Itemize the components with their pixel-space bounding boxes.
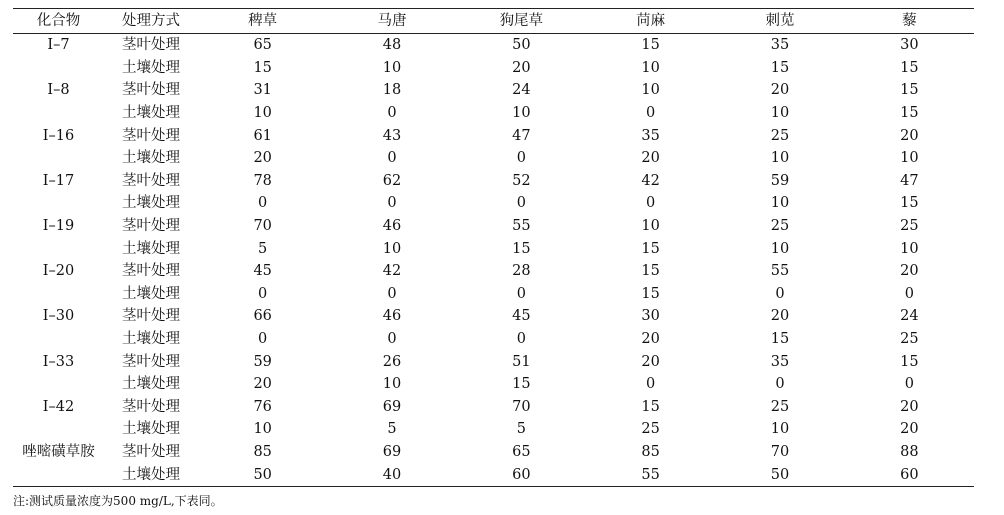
table-row <box>13 237 974 260</box>
cell-weed-6: 0 <box>904 285 914 302</box>
cell-weed-5: 10 <box>770 195 790 212</box>
cell-weed-5: 15 <box>770 331 790 348</box>
table-row <box>13 192 974 215</box>
herbicidal-activity-table <box>13 8 974 487</box>
cell-weed-5: 15 <box>770 59 790 76</box>
cell-weed-6: 15 <box>900 195 919 212</box>
cell-weed-3: 0 <box>516 331 526 348</box>
cell-compound: I–7 <box>47 37 70 54</box>
cell-weed-1: 31 <box>253 82 272 99</box>
table-row <box>13 328 974 351</box>
cell-treatment-method: 土壤处理 <box>122 421 180 438</box>
cell-weed-1: 65 <box>253 37 272 54</box>
cell-weed-4: 25 <box>641 421 660 438</box>
cell-weed-4: 20 <box>641 331 660 348</box>
cell-weed-4: 15 <box>641 285 660 302</box>
cell-treatment-method: 茎叶处理 <box>122 127 180 144</box>
cell-weed-2: 62 <box>382 172 402 189</box>
cell-treatment-method: 茎叶处理 <box>122 172 180 189</box>
cell-weed-1: 70 <box>253 218 272 235</box>
cell-weed-2: 46 <box>382 218 402 235</box>
cell-weed-2: 10 <box>382 376 402 393</box>
cell-weed-2: 10 <box>382 59 402 76</box>
cell-weed-5: 10 <box>770 105 790 122</box>
cell-compound: I–30 <box>42 308 75 325</box>
table-row <box>13 79 974 102</box>
cell-weed-5: 35 <box>770 37 790 54</box>
cell-treatment-method: 土壤处理 <box>122 150 180 167</box>
cell-weed-4: 20 <box>641 353 660 370</box>
cell-weed-6: 30 <box>900 37 919 54</box>
cell-weed-1: 76 <box>253 398 272 415</box>
cell-weed-1: 45 <box>253 263 272 280</box>
table-row <box>13 463 974 486</box>
header-weed-3: 狗尾草 <box>457 9 586 34</box>
cell-treatment-method: 土壤处理 <box>122 59 180 76</box>
cell-weed-4: 10 <box>641 218 660 235</box>
cell-treatment-method: 土壤处理 <box>104 463 198 486</box>
cell-weed-5: 0 <box>775 376 785 393</box>
header-weed-6: 藜 <box>845 9 974 34</box>
cell-weed-1: 5 <box>258 240 268 257</box>
cell-weed-4: 0 <box>646 105 656 122</box>
cell-weed-1: 20 <box>253 376 272 393</box>
cell-weed-6: 60 <box>845 463 974 486</box>
table-row <box>13 350 974 373</box>
cell-weed-1: 85 <box>253 443 272 460</box>
cell-treatment-method: 土壤处理 <box>122 195 180 212</box>
cell-weed-4: 35 <box>641 127 660 144</box>
header-weed-5: 刺苋 <box>715 9 844 34</box>
cell-treatment-method: 土壤处理 <box>122 331 180 348</box>
cell-treatment-method: 土壤处理 <box>122 240 180 257</box>
table-row <box>13 396 974 419</box>
cell-weed-5: 25 <box>770 218 790 235</box>
cell-treatment-method: 茎叶处理 <box>122 308 180 325</box>
cell-weed-4: 15 <box>641 37 660 54</box>
cell-weed-4: 15 <box>641 240 660 257</box>
cell-weed-5: 35 <box>770 353 790 370</box>
cell-weed-3: 47 <box>512 127 531 144</box>
cell-weed-1: 78 <box>253 172 272 189</box>
cell-weed-4: 0 <box>646 376 656 393</box>
table-row <box>13 124 974 147</box>
cell-weed-2: 0 <box>387 331 397 348</box>
table-row <box>13 373 974 396</box>
header-weed-2: 马唐 <box>327 9 456 34</box>
cell-compound: I–19 <box>42 218 75 235</box>
cell-weed-4: 0 <box>646 195 656 212</box>
cell-compound <box>13 102 104 125</box>
cell-weed-1: 59 <box>253 353 272 370</box>
table-row <box>13 170 974 193</box>
table-row <box>13 441 974 464</box>
cell-treatment-method: 茎叶处理 <box>122 263 180 280</box>
cell-weed-6: 20 <box>900 127 919 144</box>
cell-weed-5: 0 <box>775 285 785 302</box>
cell-weed-6: 20 <box>900 421 919 438</box>
cell-weed-6: 20 <box>900 398 919 415</box>
cell-weed-3: 15 <box>512 376 531 393</box>
cell-weed-1: 0 <box>258 331 268 348</box>
cell-weed-4: 10 <box>641 82 660 99</box>
cell-compound: I–42 <box>42 398 75 415</box>
cell-weed-2: 26 <box>382 353 402 370</box>
cell-weed-4: 15 <box>641 398 660 415</box>
cell-weed-2: 42 <box>382 263 402 280</box>
cell-weed-3: 51 <box>512 353 531 370</box>
cell-weed-3: 50 <box>512 37 531 54</box>
cell-weed-3: 52 <box>512 172 531 189</box>
cell-compound <box>13 237 104 260</box>
cell-treatment-method: 土壤处理 <box>122 376 180 393</box>
cell-weed-3: 55 <box>512 218 531 235</box>
cell-weed-2: 18 <box>382 82 402 99</box>
cell-weed-6: 15 <box>900 82 919 99</box>
cell-weed-5: 59 <box>770 172 790 189</box>
cell-weed-6: 25 <box>900 218 919 235</box>
table-row <box>13 34 974 57</box>
cell-weed-4: 55 <box>586 463 715 486</box>
table-row <box>13 260 974 283</box>
cell-weed-2: 69 <box>382 443 402 460</box>
cell-weed-6: 10 <box>900 240 919 257</box>
cell-weed-2: 0 <box>387 285 397 302</box>
cell-weed-3: 0 <box>516 195 526 212</box>
cell-weed-5: 10 <box>770 150 790 167</box>
table-row <box>13 305 974 328</box>
cell-weed-6: 20 <box>900 263 919 280</box>
cell-weed-2: 0 <box>387 105 397 122</box>
cell-weed-4: 30 <box>641 308 660 325</box>
cell-weed-4: 20 <box>641 150 660 167</box>
cell-treatment-method: 茎叶处理 <box>122 218 180 235</box>
cell-compound: I–17 <box>42 172 75 189</box>
cell-weed-5: 20 <box>770 82 790 99</box>
header-treatment-method: 处理方式 <box>104 9 198 34</box>
cell-treatment-method: 茎叶处理 <box>122 82 180 99</box>
cell-weed-3: 5 <box>516 421 526 438</box>
table-row <box>13 147 974 170</box>
cell-compound <box>13 463 104 486</box>
cell-weed-6: 24 <box>900 308 919 325</box>
cell-treatment-method: 茎叶处理 <box>122 443 180 460</box>
cell-compound <box>13 147 104 170</box>
cell-weed-5: 20 <box>770 308 790 325</box>
cell-weed-1: 15 <box>253 59 272 76</box>
cell-weed-1: 20 <box>253 150 272 167</box>
cell-weed-1: 0 <box>258 285 268 302</box>
cell-weed-6: 0 <box>904 376 914 393</box>
cell-compound <box>13 192 104 215</box>
table-footnote: 注:测试质量浓度为500 mg/L,下表同。 <box>13 494 223 508</box>
cell-weed-3: 70 <box>512 398 531 415</box>
cell-weed-3: 65 <box>512 443 531 460</box>
cell-weed-6: 47 <box>900 172 919 189</box>
cell-weed-4: 42 <box>641 172 660 189</box>
cell-weed-1: 61 <box>253 127 272 144</box>
cell-weed-2: 43 <box>382 127 402 144</box>
cell-weed-3: 45 <box>512 308 531 325</box>
cell-weed-5: 25 <box>770 398 790 415</box>
cell-weed-1: 0 <box>258 195 268 212</box>
cell-treatment-method: 茎叶处理 <box>122 37 180 54</box>
cell-weed-5: 55 <box>770 263 790 280</box>
cell-compound <box>13 418 104 441</box>
table-row <box>13 57 974 80</box>
cell-weed-6: 88 <box>900 443 919 460</box>
cell-weed-5: 10 <box>770 421 790 438</box>
table-row <box>13 215 974 238</box>
cell-weed-2: 69 <box>382 398 402 415</box>
cell-compound <box>13 373 104 396</box>
header-weed-1: 稗草 <box>198 9 327 34</box>
cell-weed-3: 15 <box>512 240 531 257</box>
cell-weed-2: 48 <box>382 37 402 54</box>
cell-weed-3: 0 <box>516 285 526 302</box>
table-row <box>13 283 974 306</box>
cell-weed-2: 0 <box>387 150 397 167</box>
cell-compound <box>13 57 104 80</box>
cell-weed-1: 10 <box>253 105 272 122</box>
cell-weed-1: 66 <box>253 308 272 325</box>
cell-weed-4: 85 <box>641 443 660 460</box>
cell-weed-1: 10 <box>253 421 272 438</box>
cell-weed-2: 10 <box>382 240 402 257</box>
cell-compound: I–20 <box>42 263 75 280</box>
cell-treatment-method: 土壤处理 <box>122 105 180 122</box>
table-header <box>13 9 974 34</box>
cell-weed-3: 60 <box>457 463 586 486</box>
cell-weed-2: 46 <box>382 308 402 325</box>
cell-weed-3: 20 <box>512 59 531 76</box>
cell-weed-5: 25 <box>770 127 790 144</box>
cell-weed-2: 5 <box>387 421 397 438</box>
cell-weed-2: 0 <box>387 195 397 212</box>
herbicidal-activity-table-container <box>13 8 974 487</box>
cell-weed-3: 28 <box>512 263 531 280</box>
cell-weed-4: 15 <box>641 263 660 280</box>
cell-weed-5: 70 <box>770 443 790 460</box>
cell-compound: I–8 <box>47 82 70 99</box>
cell-weed-6: 10 <box>900 150 919 167</box>
cell-weed-4: 10 <box>641 59 660 76</box>
header-compound: 化合物 <box>13 9 104 34</box>
cell-weed-5: 50 <box>715 463 844 486</box>
table-body <box>13 34 974 487</box>
cell-compound: I–16 <box>42 127 75 144</box>
cell-weed-2: 40 <box>327 463 456 486</box>
cell-weed-6: 15 <box>900 105 919 122</box>
cell-weed-6: 15 <box>900 59 919 76</box>
table-row <box>13 102 974 125</box>
cell-treatment-method: 茎叶处理 <box>122 353 180 370</box>
cell-weed-3: 24 <box>512 82 531 99</box>
cell-compound: 唑嘧磺草胺 <box>22 443 95 460</box>
cell-weed-1: 50 <box>198 463 327 486</box>
table-row <box>13 418 974 441</box>
cell-compound: I–33 <box>42 353 75 370</box>
header-weed-4: 苘麻 <box>586 9 715 34</box>
cell-weed-6: 15 <box>900 353 919 370</box>
cell-weed-3: 10 <box>512 105 531 122</box>
cell-treatment-method: 茎叶处理 <box>122 398 180 415</box>
header-row <box>13 9 974 34</box>
cell-compound <box>13 328 104 351</box>
cell-compound <box>13 283 104 306</box>
cell-treatment-method: 土壤处理 <box>122 285 180 302</box>
cell-weed-6: 25 <box>900 331 919 348</box>
cell-weed-5: 10 <box>770 240 790 257</box>
cell-weed-3: 0 <box>516 150 526 167</box>
